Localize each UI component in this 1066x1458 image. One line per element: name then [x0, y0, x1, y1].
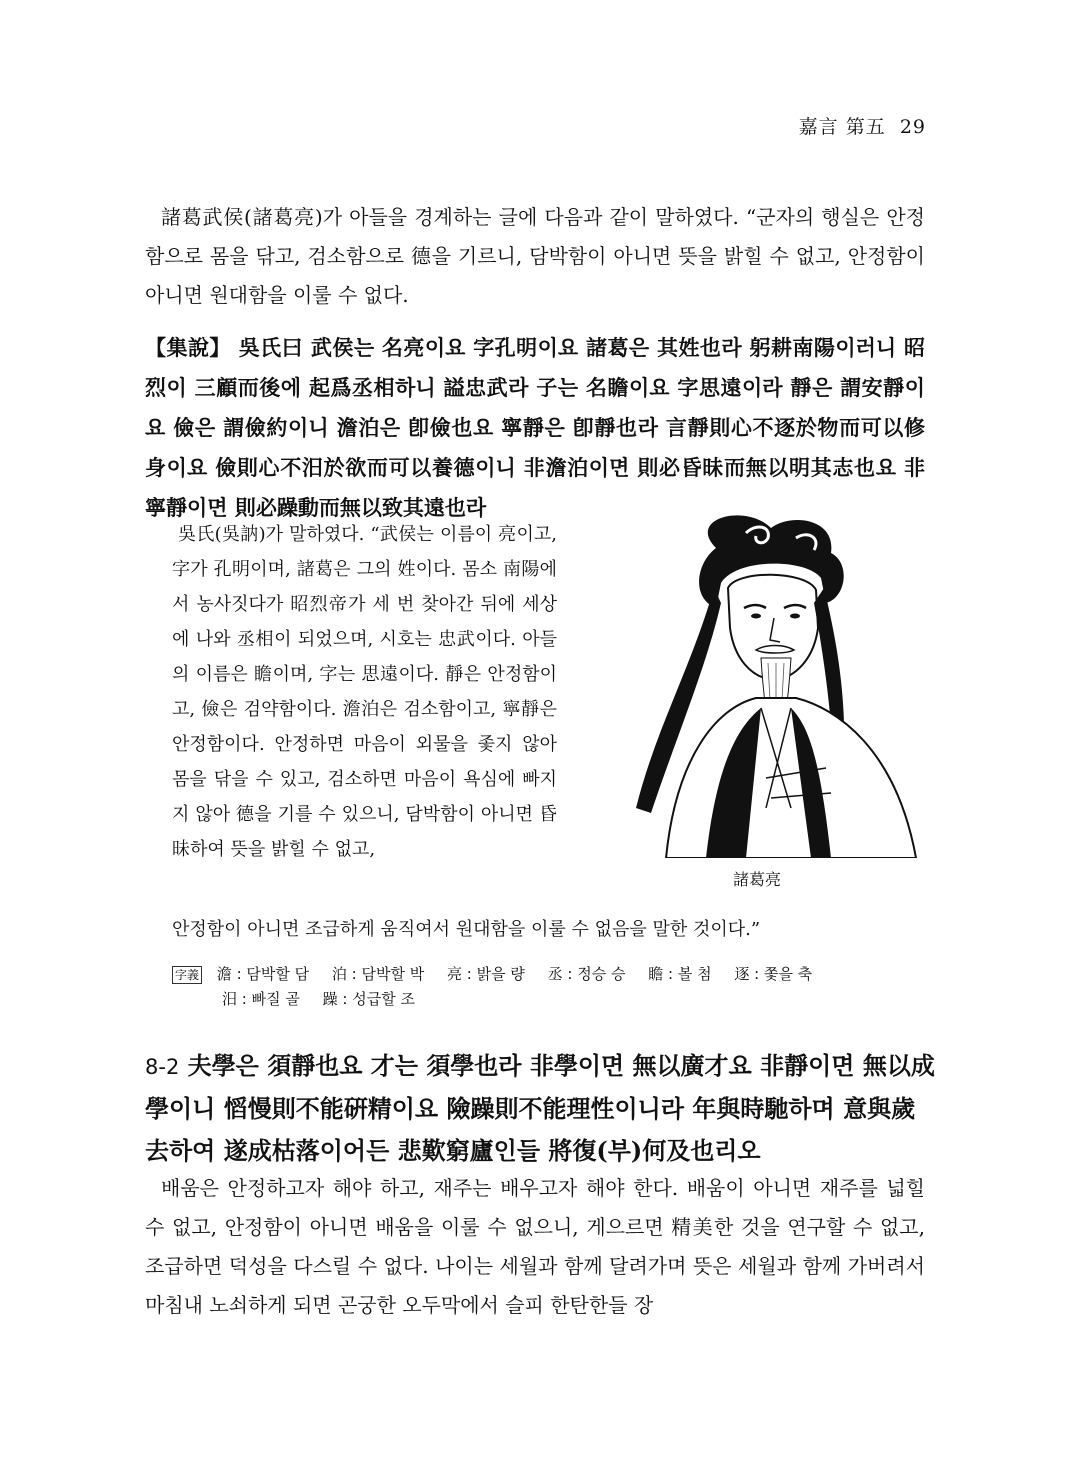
glossary-entry: 丞 : 정승 승: [547, 965, 626, 983]
commentary-translation: 吳氏(吳訥)가 말하였다. “武侯는 이름이 亮이고, 字가 孔明이며, 諸葛은 그의 姓이다. 몸소 南陽에서 농사짓다가 昭烈帝가 세 번 찾아간 뒤에 세상에 나와 丞相이 되었으며, 시호는 忠武이다. 아들의 이름은 瞻이며, 字는 思遠이다. 靜은 안정함이고, 儉은 검약함이다. 澹泊은 검소함이고, 寧靜은 안정함이다. 안정하면 마음이 외물을 좇지 않아 몸을 닦을 수 있고, 검소하면 마음이 욕심에 빠지지 않아 德을 기를 수 있으니, 담박함이 아니면 昏昧하여 뜻을 밝힐 수 없고,: [172, 524, 557, 860]
running-title: 嘉言 第五: [798, 116, 886, 138]
section-text: 夫學은 須靜也요 才는 須學也라 非學이면 無以廣才요 非靜이면 無以成學이니 慆慢則不能硏精이요 險躁則不能理性이니라 年與時馳하며 意與歲去하여 遂成枯落이어든 悲歎窮廬인들 將復(부)何及也리오: [145, 1051, 935, 1165]
intro-paragraph: 諸葛武侯(諸葛亮)가 아들을 경계하는 글에 다음과 같이 말하였다. “군자의 행실은 안정함으로 몸을 닦고, 검소함으로 德을 기르니, 담박함이 아니면 뜻을 밝힐 수 없고, 안정함이 아니면 원대함을 이룰 수 없다.: [145, 205, 925, 307]
glossary-label: 字義: [172, 966, 202, 984]
section-8-2-translation: 배움은 안정하고자 해야 하고, 재주는 배우고자 해야 한다. 배움이 아니면 재주를 넓힐 수 없고, 안정함이 아니면 배움을 이룰 수 없으니, 게으르면 精美한 것을 연구할 수 없고, 조급하면 덕성을 다스릴 수 없다. 나이는 세월과 함께 달려가며 뜻은 세월과 함께 가버려서 마침내 노쇠하게 되면 곤궁한 오두막에서 슬피 한탄한들 장: [145, 1176, 925, 1317]
zhuge-liang-portrait: [596, 508, 926, 858]
glossary-line-2: [172, 987, 932, 1012]
running-header: [799, 112, 926, 139]
glossary-entry: 躁 : 성급할 조: [322, 990, 415, 1008]
page-number: 29: [899, 116, 926, 138]
glossary-entry: 泊 : 담박할 박: [331, 965, 425, 983]
commentary-translation-continued: 안정함이 아니면 조급하게 움직여서 원대함을 이룰 수 없음을 말한 것이다.”: [172, 919, 761, 940]
jipseol-text: 吳氏曰 武侯는 名亮이요 字孔明이요 諸葛은 其姓也라 躬耕南陽이러니 昭烈이 三顧而後에 起爲丞相하니 謚忠武라 子는 名瞻이요 字思遠이라 靜은 謂安靜이요 儉은 謂儉約이니 澹泊은 卽儉也요 寧靜은 卽靜也라 言靜則心不逐於物而可以修身이요 儉則心不汨於欲而可以養德이니 非澹泊이면 則必昏昧而無以明其志也요 非寧靜이면 則必躁動而無以致其遠也라: [145, 335, 926, 520]
jipseol-commentary: [145, 328, 925, 528]
glossary-line-1: [172, 962, 932, 987]
section-number: 8-2: [145, 1055, 180, 1079]
glossary-entry: 汨 : 빠질 골: [222, 990, 300, 1008]
glossary: [172, 962, 932, 1012]
glossary-entry: 澹 : 담박할 담: [216, 965, 310, 983]
glossary-entry: 瞻 : 볼 첨: [648, 965, 712, 983]
glossary-entry: 逐 : 쫓을 축: [734, 965, 813, 983]
jipseol-label: 【集說】: [145, 335, 231, 360]
glossary-entry: 亮 : 밝을 량: [447, 965, 525, 983]
portrait-caption: 諸葛亮: [733, 870, 782, 889]
section-8-2: [145, 1045, 935, 1172]
